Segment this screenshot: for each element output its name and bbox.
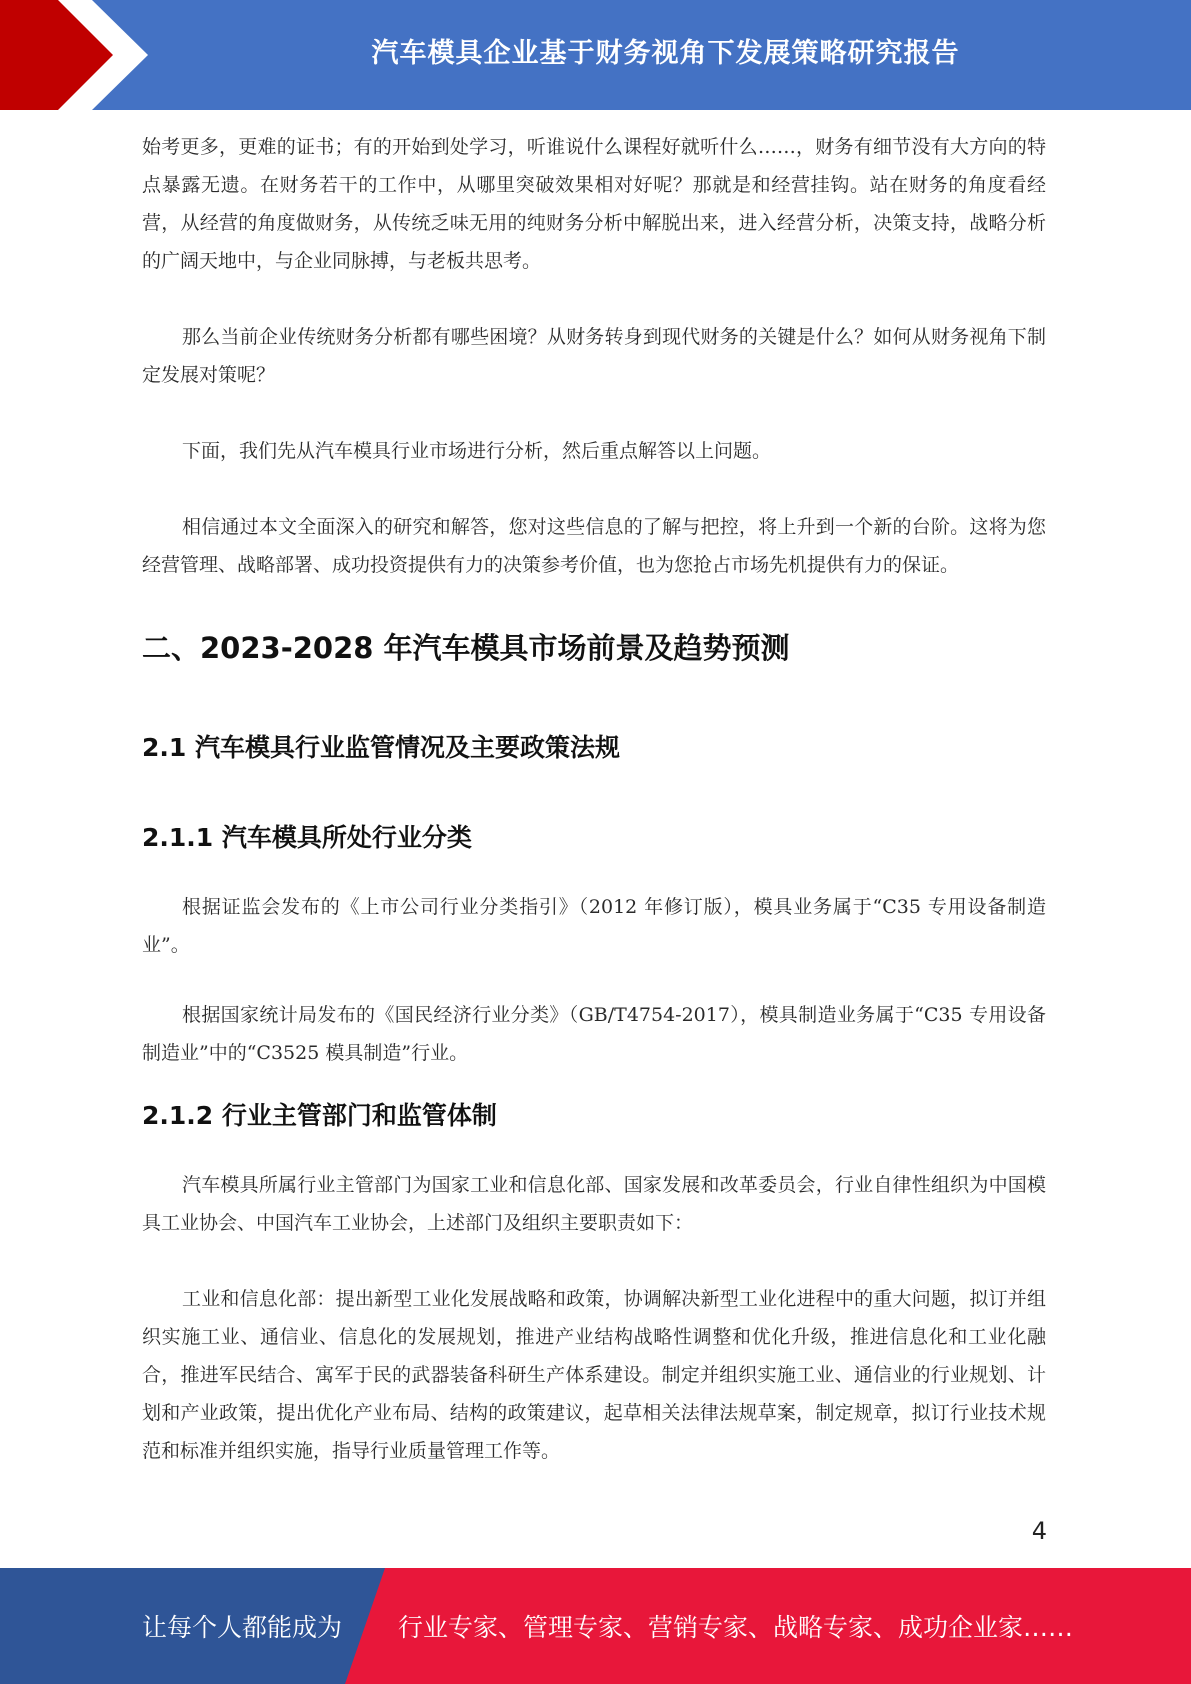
page-number: 4 <box>1031 1517 1047 1545</box>
paragraph: 工业和信息化部：提出新型工业化发展战略和政策，协调解决新型工业化进程中的重大问题，拟订并组织实施工业、通信业、信息化的发展规划，推进产业结构战略性调整和优化升级，推进信息化和工业化融合，推进军民结合、寓军于民的武器装备科研生产体系建设。制定并组织实施工业、通信业的行业规划、计划和产业政策，提出优化产业布局、结构的政策建议，起草相关法律法规草案，制定规章，拟订行业技术规范和标准并组织实施，指导行业质量管理工作等。 <box>142 1288 1046 1462</box>
paragraph: 根据证监会发布的《上市公司行业分类指引》（2012 年修订版），模具业务属于“C35 专用设备制造业”。 <box>142 896 1046 956</box>
page-footer <box>0 1568 1191 1684</box>
document-body <box>142 128 1046 1470</box>
subsection-heading: 2.1 汽车模具行业监管情况及主要政策法规 <box>142 733 620 762</box>
subsection-heading: 2.1.2 行业主管部门和监管体制 <box>142 1101 497 1130</box>
paragraph: 那么当前企业传统财务分析都有哪些困境？从财务转身到现代财务的关键是什么？如何从财务视角下制定发展对策呢？ <box>142 326 1046 386</box>
paragraph: 始考更多，更难的证书；有的开始到处学习，听谁说什么课程好就听什么……，财务有细节没有大方向的特点暴露无遗。在财务若干的工作中，从哪里突破效果相对好呢？那就是和经营挂钩。站在财务的角度看经营，从经营的角度做财务，从传统乏味无用的纯财务分析中解脱出来，进入经营分析，决策支持，战略分析的广阔天地中，与企业同脉搏，与老板共思考。 <box>142 136 1046 272</box>
header-arrow-decoration <box>0 0 160 110</box>
footer-slogan-left: 让每个人都能成为 <box>142 1613 343 1642</box>
paragraph: 相信通过本文全面深入的研究和解答，您对这些信息的了解与把控，将上升到一个新的台阶。这将为您经营管理、战略部署、成功投资提供有力的决策参考价值，也为您抢占市场先机提供有力的保证。 <box>142 516 1046 576</box>
section-heading: 二、2023-2028 年汽车模具市场前景及趋势预测 <box>142 631 790 665</box>
subsection-heading: 2.1.1 汽车模具所处行业分类 <box>142 823 472 852</box>
paragraph: 下面，我们先从汽车模具行业市场进行分析，然后重点解答以上问题。 <box>182 440 772 462</box>
footer-slogan-right: 行业专家、管理专家、营销专家、战略专家、成功企业家…… <box>398 1613 1074 1642</box>
header-title: 汽车模具企业基于财务视角下发展策略研究报告 <box>371 37 960 69</box>
paragraph: 汽车模具所属行业主管部门为国家工业和信息化部、国家发展和改革委员会，行业自律性组织为中国模具工业协会、中国汽车工业协会，上述部门及组织主要职责如下： <box>142 1174 1046 1234</box>
paragraph: 根据国家统计局发布的《国民经济行业分类》（GB/T4754-2017），模具制造业务属于“C35 专用设备制造业”中的“C3525 模具制造”行业。 <box>142 1004 1046 1064</box>
page-header <box>0 0 1191 110</box>
